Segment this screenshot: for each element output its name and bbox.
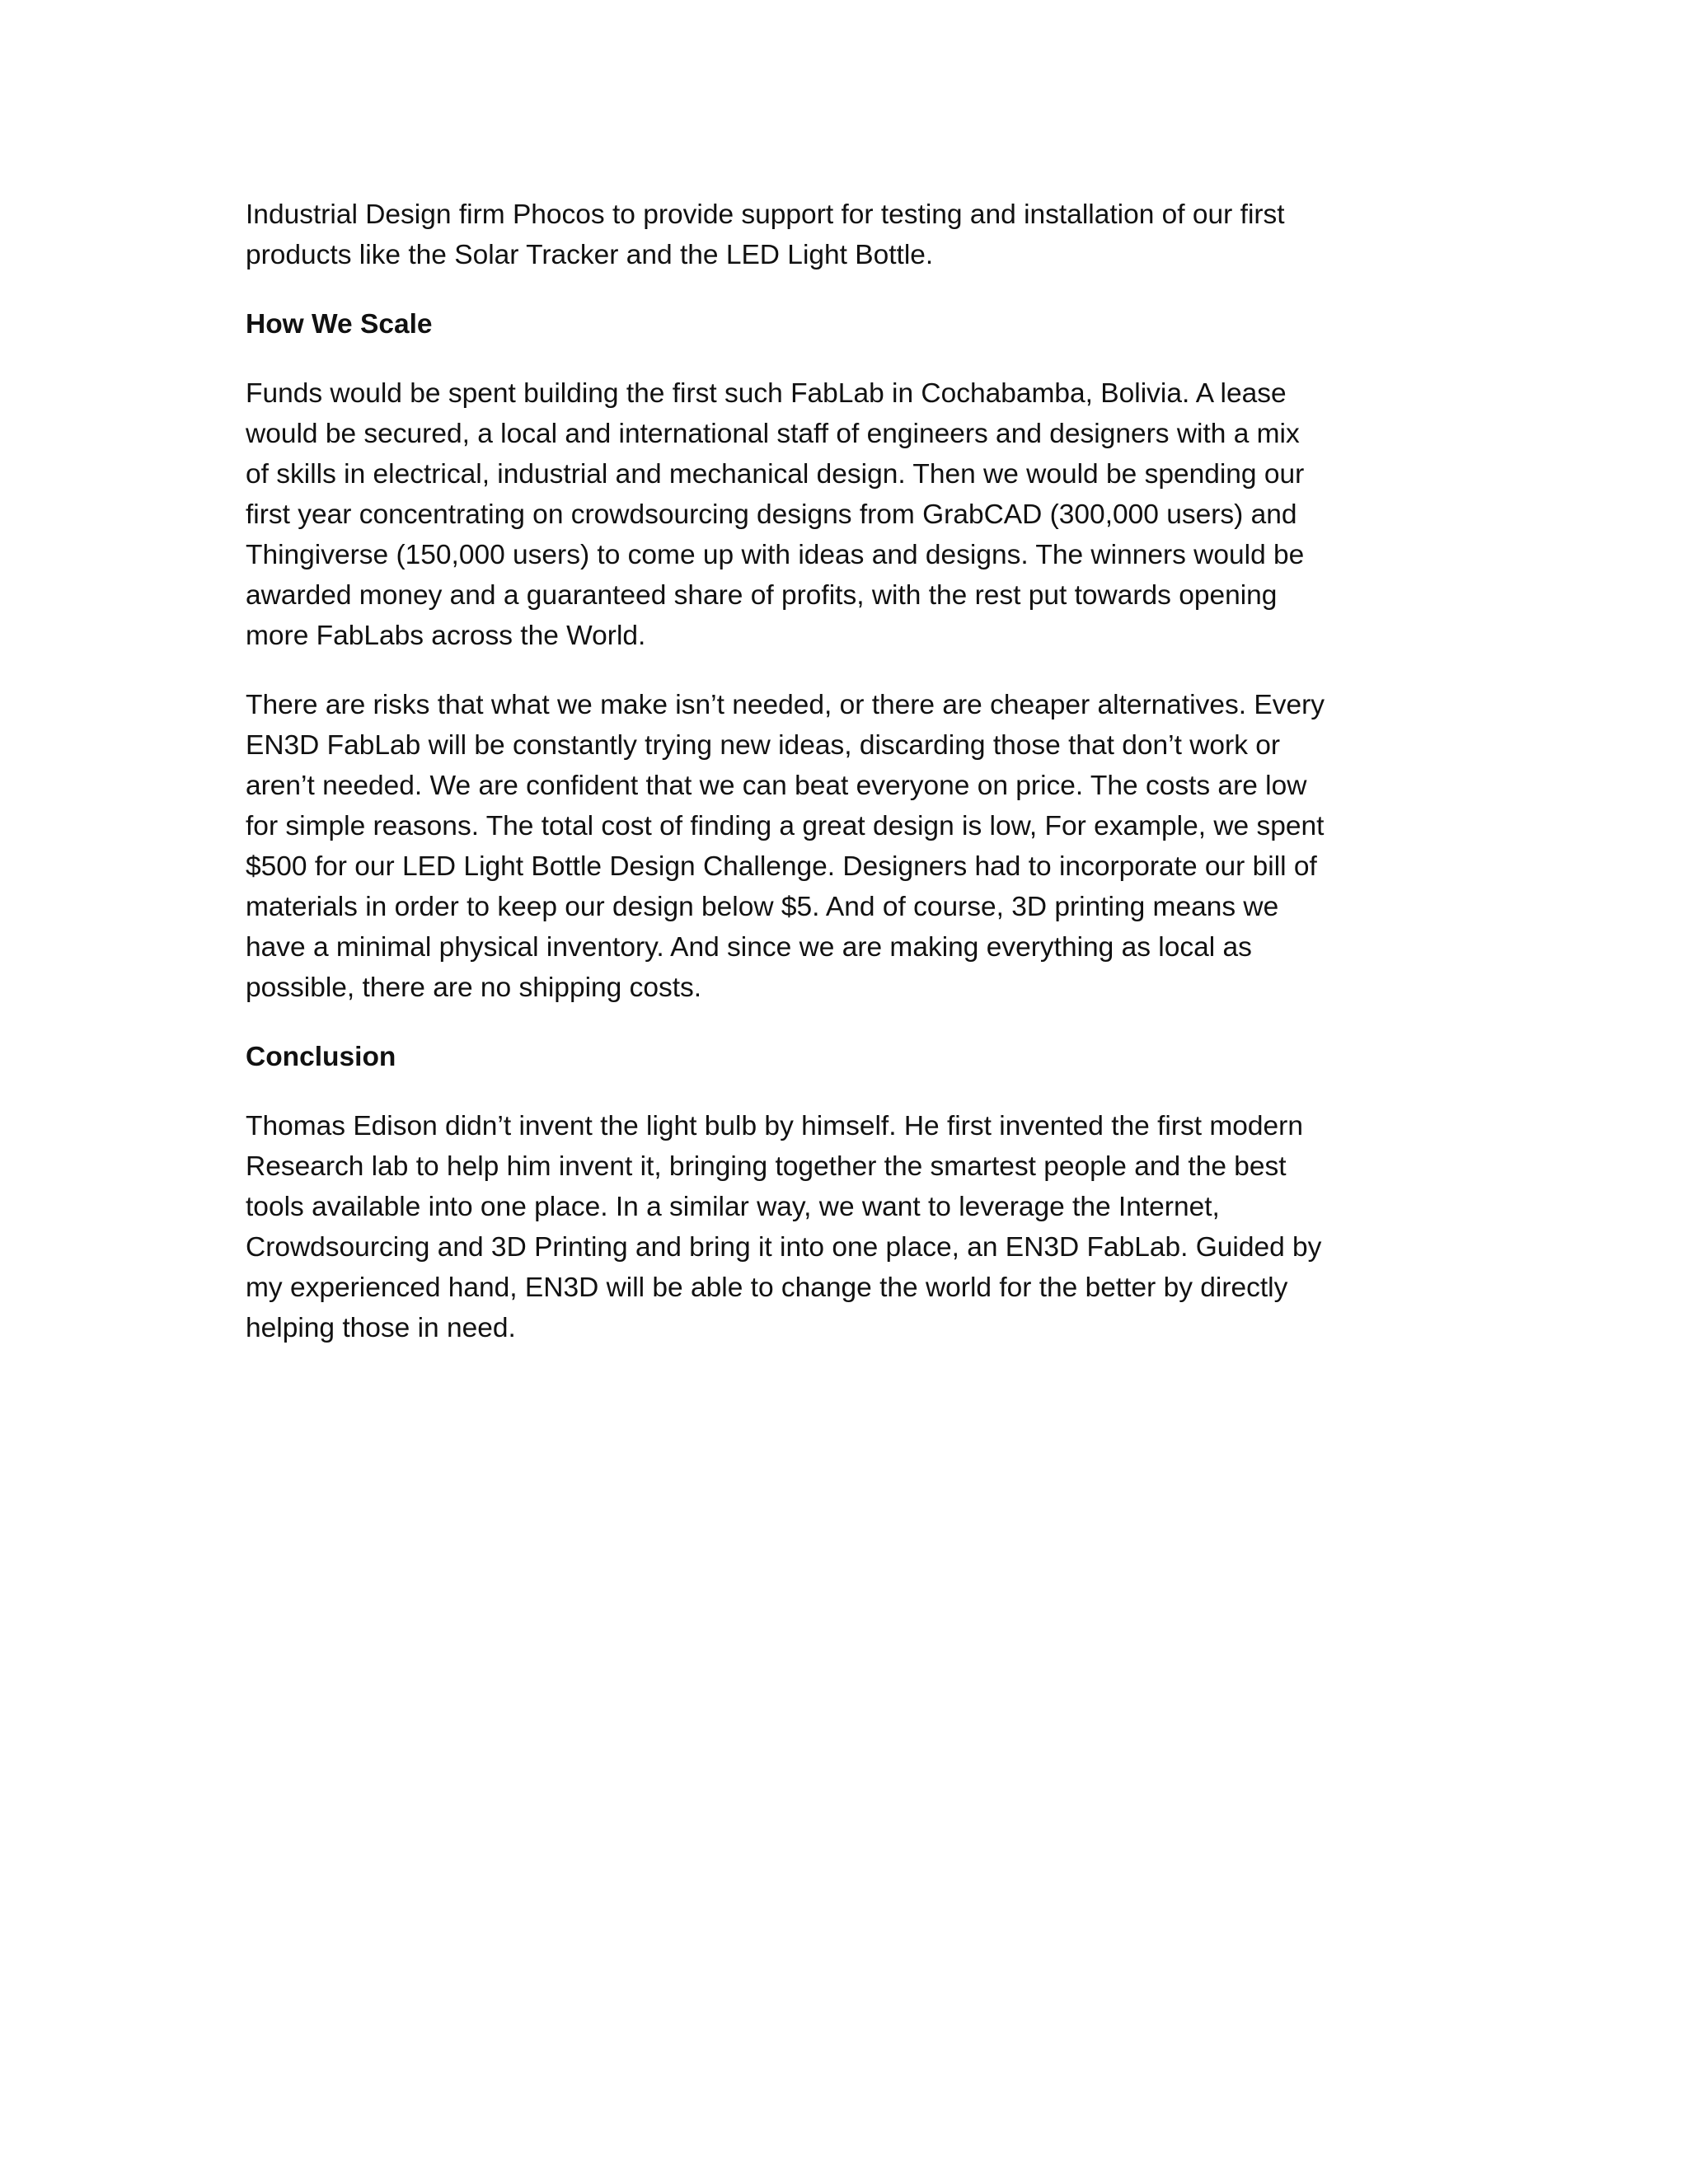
- text-line: Research lab to help him invent it, bringing together the smartest people and the best: [246, 1151, 1287, 1182]
- text-line: for simple reasons. The total cost of finding a great design is low, For example, we spent: [246, 811, 1325, 841]
- text-line: more FabLabs across the World.: [246, 621, 646, 651]
- paragraph-phocos-support: [246, 194, 1449, 275]
- text-line: aren’t needed. We are confident that we can beat everyone on price. The costs are low: [246, 771, 1307, 801]
- document-page: [246, 194, 1449, 1377]
- text-line: possible, there are no shipping costs.: [246, 972, 702, 1003]
- text-line: Industrial Design firm Phocos to provide support for testing and installation of our first: [246, 199, 1285, 230]
- text-line: Funds would be spent building the first such FabLab in Cochabamba, Bolivia. A lease: [246, 378, 1287, 409]
- paragraph-funds: [246, 373, 1449, 656]
- text-line: EN3D FabLab will be constantly trying new ideas, discarding those that don’t work or: [246, 730, 1281, 761]
- paragraph-risks: [246, 685, 1449, 1008]
- text-line: helping those in need.: [246, 1313, 516, 1343]
- text-line: awarded money and a guaranteed share of profits, with the rest put towards opening: [246, 580, 1278, 611]
- text-line: have a minimal physical inventory. And since we are making everything as local as: [246, 932, 1252, 963]
- section-heading-how-we-scale: How We Scale: [246, 309, 433, 340]
- text-line: tools available into one place. In a similar way, we want to leverage the Internet,: [246, 1192, 1220, 1222]
- text-line: $500 for our LED Light Bottle Design Challenge. Designers had to incorporate our bill of: [246, 851, 1317, 882]
- text-line: Crowdsourcing and 3D Printing and bring it into one place, an EN3D FabLab. Guided by: [246, 1232, 1322, 1263]
- paragraph-conclusion: [246, 1106, 1449, 1348]
- text-line: my experienced hand, EN3D will be able to change the world for the better by directly: [246, 1272, 1288, 1303]
- section-heading-conclusion: Conclusion: [246, 1042, 396, 1072]
- text-line: products like the Solar Tracker and the LED Light Bottle.: [246, 240, 934, 270]
- text-line: would be secured, a local and international staff of engineers and designers with a mix: [246, 419, 1300, 449]
- text-line: of skills in electrical, industrial and mechanical design. Then we would be spending our: [246, 459, 1305, 490]
- text-line: Thingiverse (150,000 users) to come up with ideas and designs. The winners would be: [246, 540, 1305, 570]
- text-line: Thomas Edison didn’t invent the light bulb by himself. He first invented the first modern: [246, 1111, 1303, 1141]
- text-line: materials in order to keep our design below $5. And of course, 3D printing means we: [246, 892, 1279, 922]
- text-line: There are risks that what we make isn’t needed, or there are cheaper alternatives. Every: [246, 690, 1325, 720]
- text-line: first year concentrating on crowdsourcing designs from GrabCAD (300,000 users) and: [246, 499, 1297, 530]
